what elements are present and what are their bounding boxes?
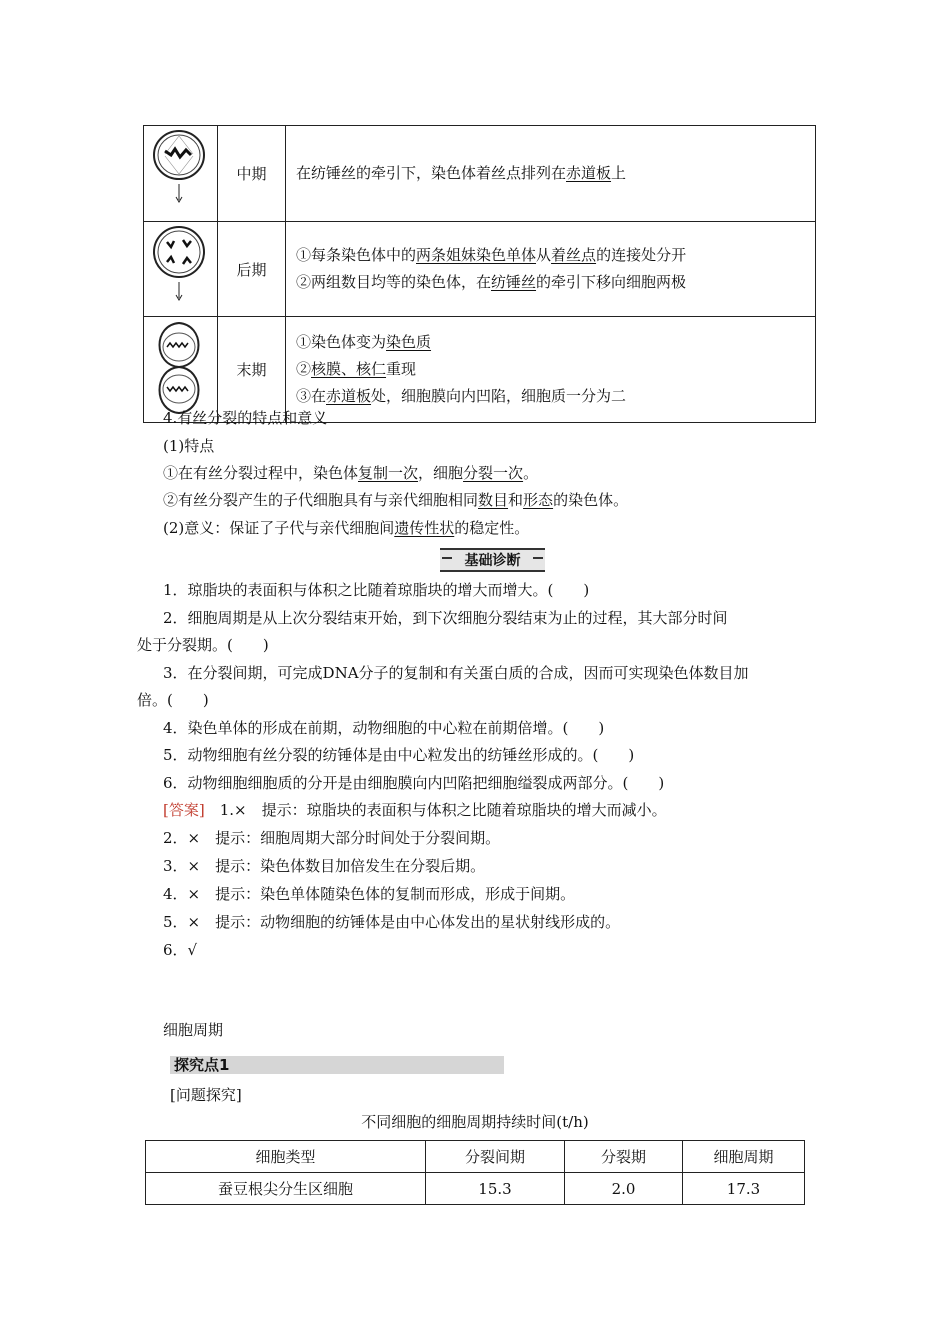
table-title: 不同细胞的细胞周期持续时间(t/h) [361, 1113, 589, 1131]
phase-row-metaphase [143, 126, 816, 222]
section-title: 4.有丝分裂的特点和意义 [163, 409, 328, 427]
question: 1．琼脂块的表面积与体积之比随着琼脂块的增大而增大。( ) [163, 581, 590, 599]
answer: 4．× 提示：染色单体随染色体的复制而形成，形成于间期。 [163, 885, 576, 903]
header-cell: 细胞类型 [146, 1141, 426, 1173]
desc-line: ③在赤道板处，细胞膜向内凹陷，细胞质一分为二 [296, 387, 627, 405]
cell-cycle-table [145, 1140, 805, 1205]
header-cell: 分裂间期 [426, 1141, 565, 1173]
question-cont: 倍。( ) [137, 691, 209, 709]
phase-name: 末期 [218, 317, 286, 423]
answer: [答案] 1.× 提示：琼脂块的表面积与体积之比随着琼脂块的增大而减小。 [163, 801, 667, 819]
table-cell: 2.0 [565, 1173, 683, 1205]
anaphase-cell-image [143, 222, 217, 312]
desc-line: ①染色体变为染色质 [296, 333, 432, 351]
table-cell: 17.3 [683, 1173, 805, 1205]
phase-name: 中期 [218, 126, 286, 222]
metaphase-figure [143, 126, 218, 222]
phase-description [286, 317, 816, 423]
desc-line: 在纺锤丝的牵引下，染色体着丝点排列在赤道板上 [296, 164, 627, 182]
phase-name: 后期 [218, 222, 286, 317]
answer: 5．× 提示：动物细胞的纺锤体是由中心体发出的星状射线形成的。 [163, 913, 621, 931]
mitosis-phase-table [143, 125, 816, 423]
section-badge: 基础诊断 [440, 548, 545, 572]
table-header-row [146, 1141, 805, 1173]
answer-label: [答案] [163, 801, 205, 819]
header-cell: 细胞周期 [683, 1141, 805, 1173]
phase-description [286, 126, 816, 222]
question: 2．细胞周期是从上次分裂结束开始，到下次细胞分裂结束为止的过程，其大部分时间 [163, 609, 728, 627]
metaphase-cell-image [143, 126, 217, 217]
desc-line: ②两组数目均等的染色体，在纺锤丝的牵引下移向细胞两极 [296, 273, 687, 291]
answer: 6．√ [163, 941, 198, 959]
phase-description [286, 222, 816, 317]
header-cell: 分裂期 [565, 1141, 683, 1173]
inquiry-heading: [问题探究] [170, 1086, 242, 1104]
answer: 2．× 提示：细胞周期大部分时间处于分裂间期。 [163, 829, 501, 847]
phase-row-telophase [143, 317, 816, 423]
subheading: (1)特点 [163, 437, 215, 455]
feature-line: ①在有丝分裂过程中，染色体复制一次，细胞分裂一次。 [163, 464, 539, 482]
desc-line: ②核膜、核仁重现 [296, 360, 417, 378]
feature-line: ②有丝分裂产生的子代细胞具有与亲代细胞相同数目和形态的染色体。 [163, 491, 629, 509]
answer: 3．× 提示：染色体数目加倍发生在分裂后期。 [163, 857, 486, 875]
question: 5．动物细胞有丝分裂的纺锤体是由中心粒发出的纺锤丝形成的。( ) [163, 746, 635, 764]
question: 6．动物细胞细胞质的分开是由细胞膜向内凹陷把细胞缢裂成两部分。( ) [163, 774, 665, 792]
significance-line: (2)意义：保证了子代与亲代细胞间遗传性状的稳定性。 [163, 519, 530, 537]
question: 3．在分裂间期，可完成DNA分子的复制和有关蛋白质的合成，因而可实现染色体数目加 [163, 664, 749, 682]
telophase-figure [143, 317, 218, 423]
phase-row-anaphase [143, 222, 816, 317]
table-cell: 蚕豆根尖分生区细胞 [146, 1173, 426, 1205]
question-cont: 处于分裂期。( ) [137, 636, 269, 654]
table-cell: 15.3 [426, 1173, 565, 1205]
explore-point-label: 探究点1 [170, 1056, 504, 1074]
table-row [146, 1173, 805, 1205]
topic-title: 细胞周期 [163, 1021, 224, 1039]
telophase-cell-image [143, 317, 217, 418]
desc-line: ①每条染色体中的两条姐妹染色单体从着丝点的连接处分开 [296, 246, 687, 264]
anaphase-figure [143, 222, 218, 317]
question: 4．染色单体的形成在前期，动物细胞的中心粒在前期倍增。( ) [163, 719, 605, 737]
